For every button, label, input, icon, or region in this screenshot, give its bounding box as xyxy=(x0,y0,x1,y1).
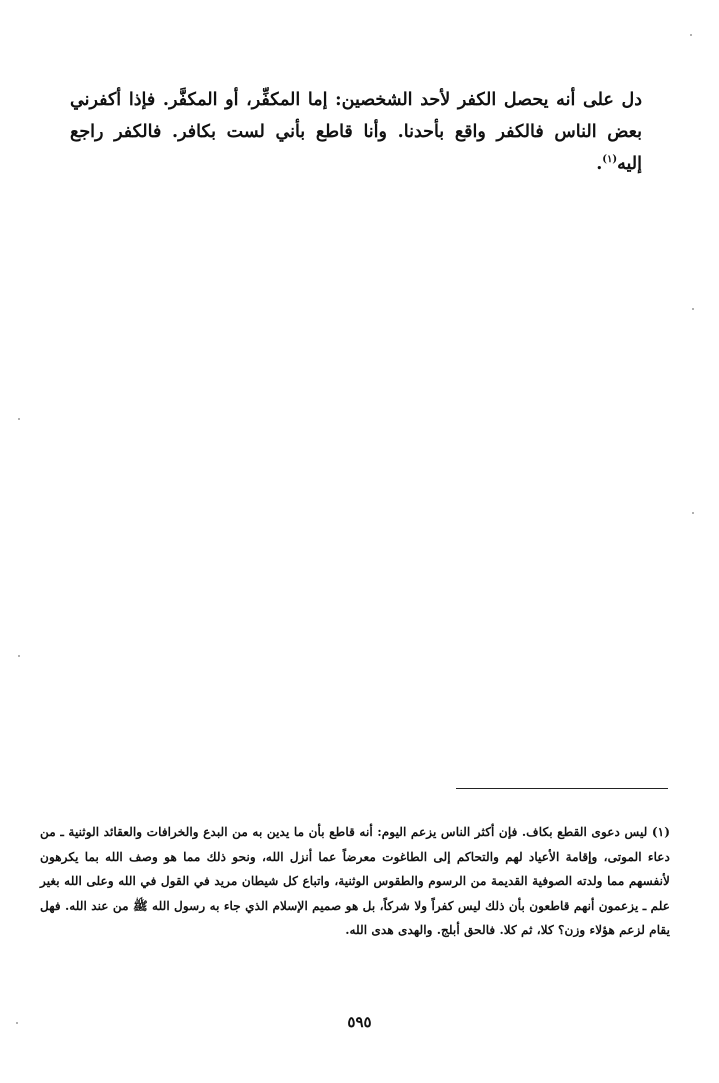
main-paragraph-end: . xyxy=(596,154,603,174)
main-paragraph xyxy=(70,84,642,180)
page-number: ٥٩٥ xyxy=(347,1013,372,1031)
scan-speck xyxy=(692,308,694,310)
scan-speck xyxy=(692,512,694,514)
scan-speck xyxy=(16,1022,18,1024)
scan-speck xyxy=(18,418,20,420)
footnote-block xyxy=(40,820,670,943)
footnote-reference: (١) xyxy=(602,154,618,166)
footnote-separator xyxy=(456,788,668,789)
footnote-text: (١) ليس دعوى القطع بكاف. فإن أكثر الناس يزعم اليوم: أنه قاطع بأن ما يدين به من البدع والخرافات والعقائد الوثنية ـ من دعاء الموتى، وإقامة الأعياد لهم والتحاكم إلى الطاغوت معرضاً عما أنزل الله، ونحو ذلك مما هو وصف الله بما يكرهون لأنفسهم مما ولدته الصوفية القديمة من الرسوم والطقوس الوثنية، واتباع كل شيطان مريد في القول في الله وعلى الله بغير علم ـ يزعمون أنهم قاطعون بأن ذلك ليس كفراً ولا شركاً، بل هو صميم الإسلام الذي جاء به رسول الله ﷺ من عند الله. فهل يقام لزعم هؤلاء وزن؟ كلا، ثم كلا. فالحق أبلج. والهدى هدى الله. xyxy=(40,825,670,937)
main-text-block xyxy=(70,84,642,180)
scan-speck xyxy=(18,655,20,657)
scan-speck xyxy=(690,34,692,36)
main-paragraph-text: دل على أنه يحصل الكفر لأحد الشخصين: إما المكفِّر، أو المكفَّر. فإذا أكفرني بعض الناس فالكفر واقع بأحدنا. وأنا قاطع بأني لست بكافر. فالكفر راجع إليه xyxy=(70,90,642,174)
